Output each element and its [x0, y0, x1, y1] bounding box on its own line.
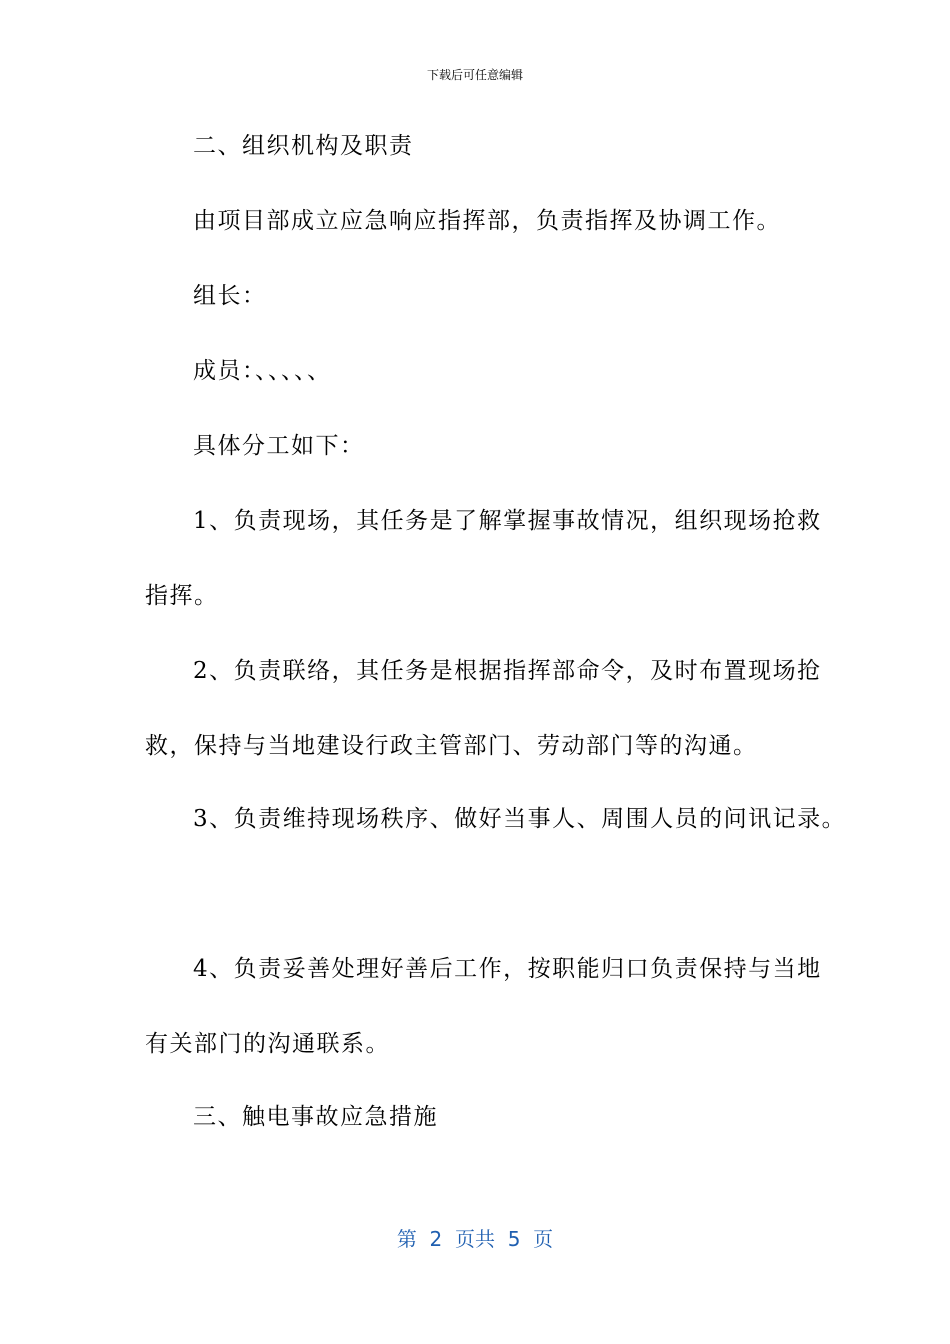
page-number: 第 2 页共 5 页 [396, 1227, 554, 1251]
section-title-2: 二、组织机构及职责 [193, 133, 414, 159]
item2-line1: 2、负责联络，其任务是根据指挥部命令，及时布置现场抢 [193, 658, 822, 684]
item3-line: 3、负责维持现场秩序、做好当事人、周围人员的问讯记录。 [193, 806, 847, 832]
paragraph-division: 具体分工如下： [193, 433, 365, 459]
item1-line2: 指挥。 [145, 583, 219, 609]
paragraph-members: 成员：、、、、、 [193, 358, 332, 384]
item4-line1: 4、负责妥善处理好善后工作，按职能归口负责保持与当地 [193, 956, 822, 982]
header-note: 下载后可任意编辑 [426, 68, 523, 82]
paragraph-command: 由项目部成立应急响应指挥部，负责指挥及协调工作。 [193, 208, 781, 234]
item1-line1: 1、负责现场，其任务是了解掌握事故情况，组织现场抢救 [193, 508, 822, 534]
item4-line2: 有关部门的沟通联系。 [145, 1031, 390, 1057]
item2-line2: 救，保持与当地建设行政主管部门、劳动部门等的沟通。 [145, 733, 758, 759]
section-title-3: 三、触电事故应急措施 [193, 1104, 438, 1130]
paragraph-leader: 组长： [193, 283, 267, 309]
